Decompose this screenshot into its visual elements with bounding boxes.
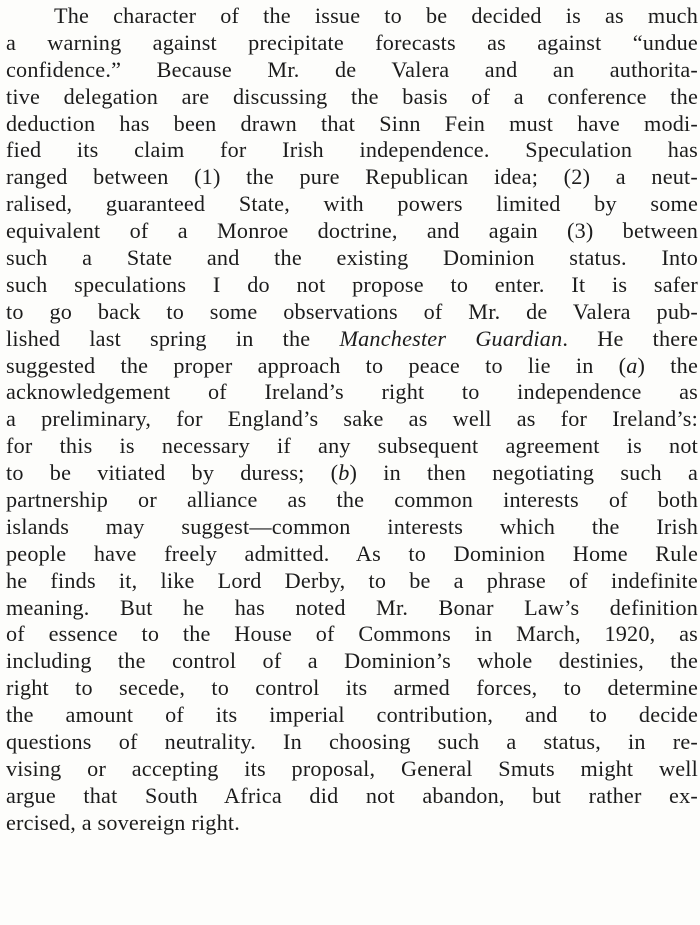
text-segment: deduction has been drawn that Sinn Fein must have modi- <box>6 110 698 136</box>
text-line <box>6 3 698 30</box>
body-paragraph <box>6 3 698 837</box>
text-line <box>6 84 698 111</box>
text-segment: a warning against precipitate forecasts as against “undue <box>6 29 698 55</box>
text-segment: tive delegation are discussing the basis of a conference the <box>6 83 698 109</box>
text-segment: ercised, a sovereign right. <box>6 809 240 835</box>
text-segment: such a State and the existing Dominion status. Into <box>6 245 698 271</box>
text-segment: The character of the issue to be decided is as much <box>54 3 698 28</box>
text-line <box>6 272 698 299</box>
text-line <box>6 675 698 702</box>
text-segment: to go back to some observations of Mr. de Valera pub- <box>6 298 698 324</box>
text-line <box>6 379 698 406</box>
italic-text-segment: b <box>338 460 350 486</box>
text-segment: right to secede, to control its armed forces, to determine <box>6 675 698 701</box>
text-segment: for this is necessary if any subsequent agreement is not <box>6 433 698 459</box>
text-segment: of essence to the House of Commons in March, 1920, as <box>6 621 698 647</box>
text-segment: argue that South Africa did not abandon, but rather ex- <box>6 782 698 808</box>
text-line <box>6 648 698 675</box>
text-segment: a preliminary, for England’s sake as well as for Ireland’s: <box>6 406 698 432</box>
text-segment: the amount of its imperial contribution, and to decide <box>6 702 698 728</box>
text-segment: ranged between (1) the pure Republican idea; (2) a neut- <box>6 164 698 190</box>
text-line <box>6 487 698 514</box>
text-segment: including the control of a Dominion’s whole destinies, the <box>6 648 698 674</box>
text-line <box>6 783 698 810</box>
text-line <box>6 514 698 541</box>
text-segment: people have freely admitted. As to Dominion Home Rule <box>6 540 698 566</box>
text-segment: equivalent of a Monroe doctrine, and again (3) between <box>6 218 698 244</box>
italic-text-segment: a <box>626 352 638 378</box>
text-segment: to be vitiated by duress; ( <box>6 460 339 486</box>
text-segment: ) the <box>637 352 698 378</box>
italic-text-segment: Manchester Guardian <box>339 325 563 351</box>
text-line <box>6 353 698 380</box>
text-line <box>6 406 698 433</box>
text-segment: he finds it, like Lord Derby, to be a phrase of indefinite <box>6 567 698 593</box>
text-line <box>6 621 698 648</box>
text-segment: suggested the proper approach to peace to lie in ( <box>6 352 627 378</box>
text-line <box>6 702 698 729</box>
text-segment: lished last spring in the <box>6 325 340 351</box>
text-segment: islands may suggest—common interests which the Irish <box>6 513 698 539</box>
text-line <box>6 568 698 595</box>
text-segment: . He there <box>562 325 698 351</box>
text-segment: ) in then negotiating such a <box>349 460 698 486</box>
text-line <box>6 729 698 756</box>
text-line <box>6 460 698 487</box>
text-line <box>6 299 698 326</box>
text-segment: fied its claim for Irish independence. Speculation has <box>6 137 698 163</box>
text-line <box>6 326 698 353</box>
text-segment: acknowledgement of Ireland’s right to independence as <box>6 379 698 405</box>
text-line <box>6 111 698 138</box>
text-line <box>6 245 698 272</box>
text-line <box>6 57 698 84</box>
text-line <box>6 164 698 191</box>
text-line <box>6 30 698 57</box>
text-line <box>6 191 698 218</box>
text-segment: meaning. But he has noted Mr. Bonar Law’s definition <box>6 594 698 620</box>
text-line <box>6 218 698 245</box>
text-segment: ralised, guaranteed State, with powers limited by some <box>6 191 698 217</box>
text-segment: such speculations I do not propose to enter. It is safer <box>6 271 698 297</box>
text-line <box>6 433 698 460</box>
text-segment: confidence.” Because Mr. de Valera and an authorita- <box>6 56 698 82</box>
text-line <box>6 137 698 164</box>
text-segment: partnership or alliance as the common interests of both <box>6 487 698 513</box>
text-line <box>6 756 698 783</box>
text-line <box>6 541 698 568</box>
text-segment: vising or accepting its proposal, General Smuts might well <box>6 755 698 781</box>
text-line <box>6 810 698 837</box>
text-line <box>6 595 698 622</box>
text-segment: questions of neutrality. In choosing such a status, in re- <box>6 729 698 755</box>
